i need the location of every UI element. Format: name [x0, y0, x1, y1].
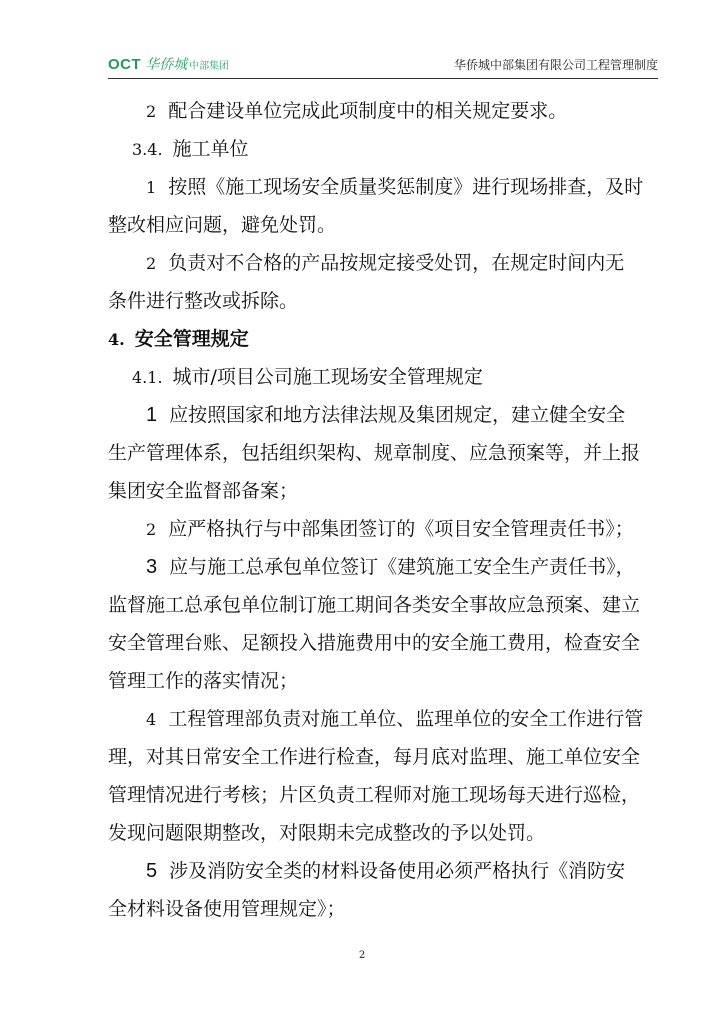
paragraph-line	[108, 700, 658, 738]
section-number: 4.	[108, 330, 125, 349]
paragraph-line: 管理工作的落实情况；	[108, 670, 299, 692]
section-title: 施工单位	[172, 138, 249, 160]
paragraph-line: 监督施工总承包单位制订施工期间各类安全事故应急预案、建立	[108, 594, 641, 616]
item-text: 涉及消防安全类的材料设备使用必须严格执行《消防安	[169, 860, 626, 882]
item-number: 2	[146, 102, 157, 121]
section-number: 4.1.	[132, 368, 163, 387]
paragraph-line: 全材料设备使用管理规定》；	[108, 898, 346, 920]
paragraph-line: 发现问题限期整改，对限期未完成整改的予以处罚。	[108, 822, 546, 844]
logo-sub-text: 中部集团	[189, 61, 230, 72]
page-number: 2	[358, 950, 366, 961]
paragraph-line	[108, 510, 658, 548]
header-divider	[108, 78, 658, 79]
company-logo	[108, 54, 229, 74]
document-title: 华侨城中部集团有限公司工程管理制度	[453, 58, 658, 72]
section-heading-4	[108, 320, 658, 358]
item-text: 应严格执行与中部集团签订的《项目安全管理责任书》；	[168, 518, 634, 540]
item-number: 1	[146, 178, 157, 197]
item-number: 4	[146, 710, 157, 729]
item-text: 按照《施工现场安全质量奖惩制度》进行现场排查，及时	[168, 176, 644, 198]
paragraph-line: 生产管理体系，包括组织架构、规章制度、应急预案等，并上报	[108, 442, 641, 464]
item-text: 配合建设单位完成此项制度中的相关规定要求。	[168, 100, 568, 122]
section-heading-3-4	[108, 130, 658, 168]
item-number: 2	[146, 254, 157, 273]
paragraph-line	[108, 92, 658, 130]
paragraph-line	[108, 168, 658, 206]
item-number: 5	[146, 860, 158, 882]
item-number: 1	[146, 404, 158, 426]
paragraph-line	[108, 244, 658, 282]
paragraph-line: 管理情况进行考核；片区负责工程师对施工现场每天进行巡检，	[108, 784, 641, 806]
section-title: 城市/项目公司施工现场安全管理规定	[172, 366, 483, 388]
paragraph-line	[108, 852, 658, 890]
item-text: 应按照国家和地方法律法规及集团规定，建立健全安全	[169, 404, 626, 426]
item-text: 负责对不合格的产品按规定接受处罚，在规定时间内无	[168, 252, 625, 274]
section-heading-4-1	[108, 358, 658, 396]
section-title: 安全管理规定	[134, 328, 249, 350]
section-number: 3.4.	[132, 140, 163, 159]
item-number: 2	[146, 520, 157, 539]
item-text: 工程管理部负责对施工单位、监理单位的安全工作进行管	[168, 708, 644, 730]
paragraph-line: 整改相应问题，避免处罚。	[108, 214, 337, 236]
page-header	[108, 50, 658, 80]
paragraph-line: 集团安全监督部备案；	[108, 480, 299, 502]
paragraph-line	[108, 548, 658, 586]
paragraph-line: 理，对其日常安全工作进行检查，每月底对监理、施工单位安全	[108, 746, 641, 768]
paragraph-line: 安全管理台账、足额投入措施费用中的安全施工费用，检查安全	[108, 632, 641, 654]
logo-oct-text: OCT	[108, 56, 142, 73]
item-number: 3	[146, 556, 158, 578]
logo-script-text: 华侨城	[145, 57, 188, 73]
item-text: 应与施工总承包单位签订《建筑施工安全生产责任书》，	[169, 556, 635, 578]
paragraph-line: 条件进行整改或拆除。	[108, 290, 299, 312]
paragraph-line	[108, 396, 658, 434]
document-body	[108, 92, 658, 928]
